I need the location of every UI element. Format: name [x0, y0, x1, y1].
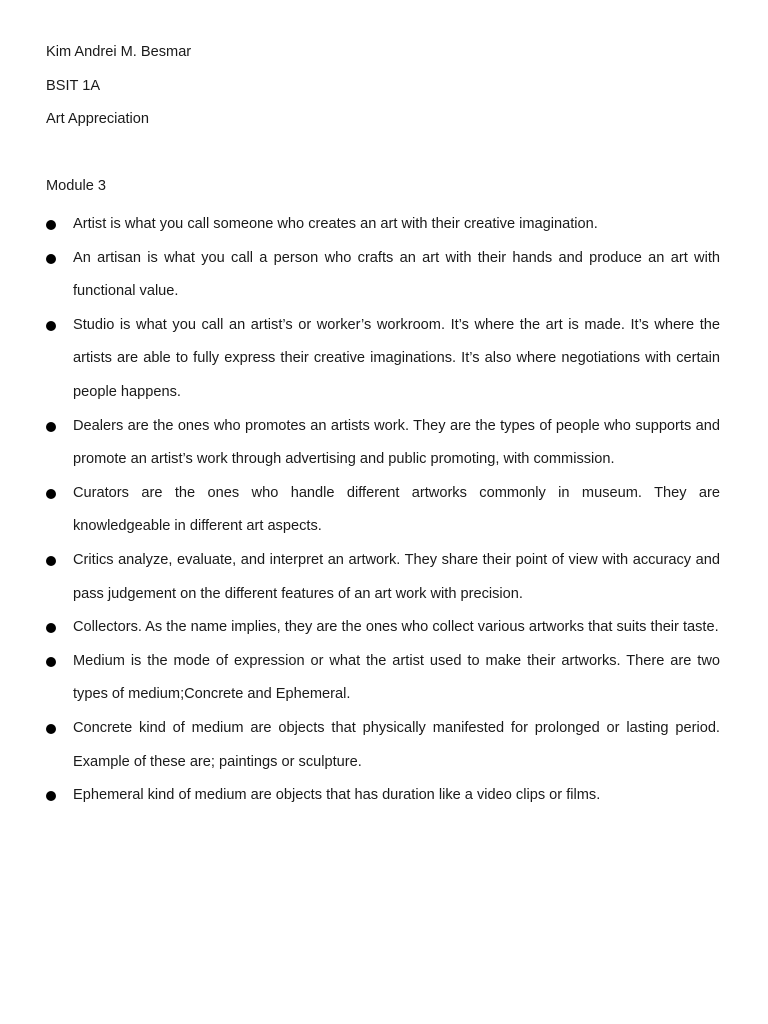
bullet-dot-icon [46, 422, 56, 432]
list-item-text: Curators are the ones who handle different artworks commonly in museum. They are knowledgeable in different art aspects. [73, 484, 720, 535]
list-item-text: Critics analyze, evaluate, and interpret an artwork. They share their point of view with accuracy and pass judgement on the different features of an art work with precision. [73, 551, 720, 602]
bullet-dot-icon [46, 791, 56, 801]
list-item-text: Artist is what you call someone who creates an art with their creative imagination. [73, 216, 598, 232]
list-item [0, 477, 768, 544]
list-item [0, 645, 768, 712]
list-item [0, 779, 768, 813]
bullet-dot-icon [46, 321, 56, 331]
list-item [0, 611, 768, 645]
bullet-dot-icon [46, 623, 56, 633]
list-item [0, 309, 768, 410]
list-item-text: Collectors. As the name implies, they are the ones who collect various artworks that suits their taste. [73, 619, 719, 636]
bullet-dot-icon [46, 556, 56, 566]
list-item [0, 712, 768, 779]
class-section: BSIT 1A [46, 78, 101, 94]
list-item [0, 410, 768, 477]
list-item [0, 242, 768, 309]
bullet-dot-icon [46, 724, 56, 734]
subject-title: Art Appreciation [46, 111, 150, 127]
author-name: Kim Andrei M. Besmar [46, 44, 192, 60]
list-item-text: Dealers are the ones who promotes an artists work. They are the types of people who supports and promote an artist’s work through advertising and public promoting, with commission. [73, 417, 720, 468]
list-item [0, 208, 768, 242]
list-item-text: An artisan is what you call a person who crafts an art with their hands and produce an art with functional value. [73, 249, 720, 300]
bullet-dot-icon [46, 657, 56, 667]
module-heading: Module 3 [46, 178, 107, 194]
list-item-text: Medium is the mode of expression or what the artist used to make their artworks. There are two types of medium;Concrete and Ephemeral. [73, 652, 720, 703]
bullet-dot-icon [46, 220, 56, 230]
list-item-text: Concrete kind of medium are objects that physically manifested for prolonged or lasting period. Example of these are; paintings or sculpture. [73, 719, 720, 770]
list-item-text: Ephemeral kind of medium are objects that has duration like a video clips or films. [73, 787, 601, 804]
definition-list [0, 208, 768, 813]
bullet-dot-icon [46, 254, 56, 264]
list-item [0, 544, 768, 611]
bullet-dot-icon [46, 489, 56, 499]
list-item-text: Studio is what you call an artist’s or worker’s workroom. It’s where the art is made. It’s where the artists are able to fully express their creative imaginations. It’s also where negotiations with certain people happens. [73, 316, 720, 400]
